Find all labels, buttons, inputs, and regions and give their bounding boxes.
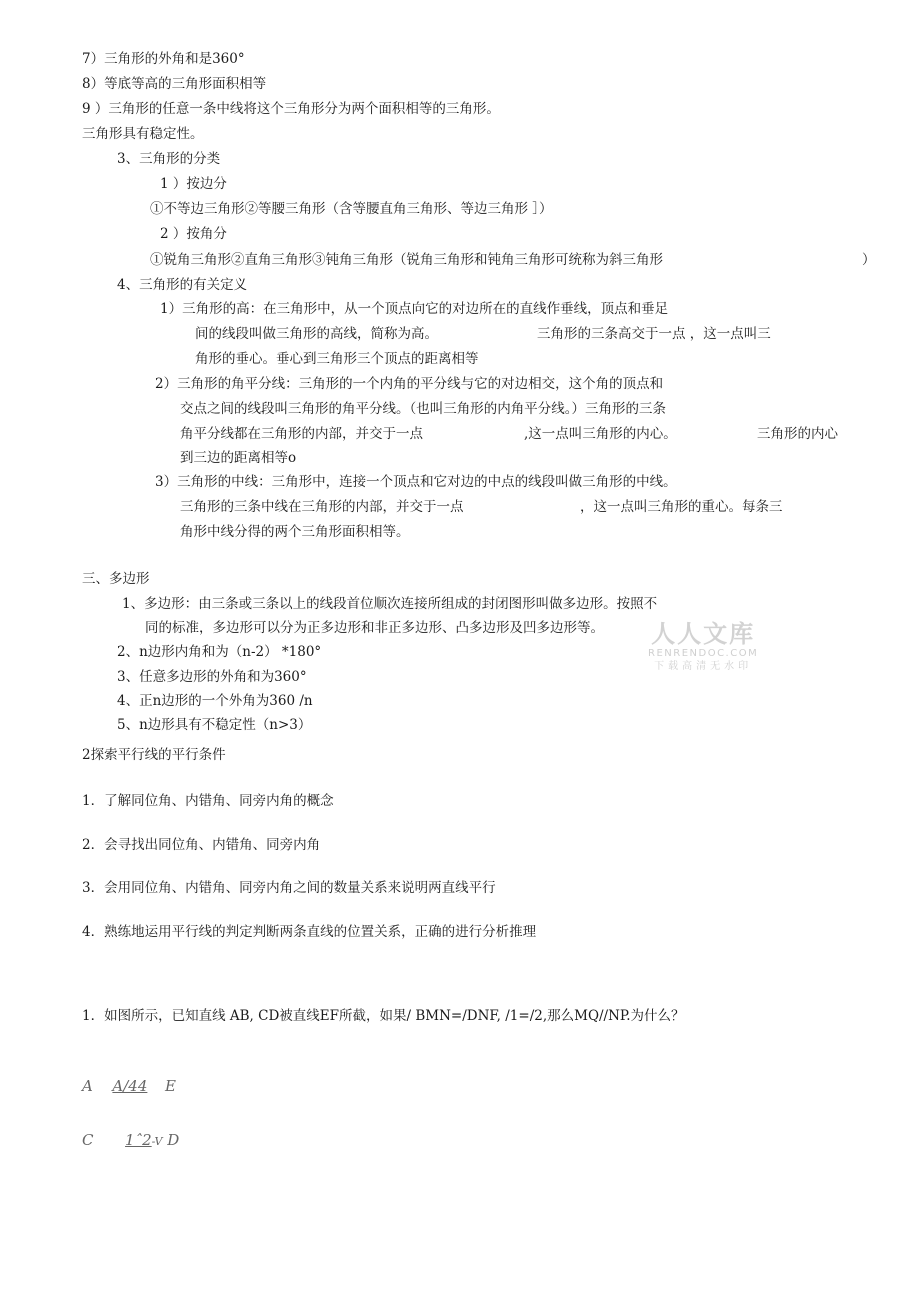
figure-row-2 [82,1131,179,1151]
polygon-unstable: 5、n边形具有不稳定性（n>3） [117,717,312,733]
polygon-regular-exterior: 4、正n边形的一个外角为360 /n [117,693,313,709]
classification-by-side-label: 1 ）按边分 [160,176,227,192]
property-stability: 三角形具有稳定性。 [82,126,204,142]
classification-heading: 3、三角形的分类 [117,151,221,167]
polygon-interior-sum: 2、n边形内角和为（n-2） *180° [117,644,322,660]
figure-label-v: -V [151,1135,163,1148]
classification-by-angle-items: ①锐角三角形②直角三角形③钝角三角形（锐角三角形和钝角三角形可统称为斜三角形 [150,252,663,268]
property-median-area: 9 ）三角形的任意一条中线将这个三角形分为两个面积相等的三角形。 [82,101,500,117]
lesson-goal-4: 4．熟练地运用平行线的判定判断两条直线的位置关系，正确的进行分析推理 [82,924,537,940]
polygon-definition-line-1: 1、多边形：由三条或三条以上的线段首位顺次连接所组成的封闭图形叫做多边形。按照不 [122,596,658,612]
lesson-title: 2探索平行线的平行条件 [82,747,226,763]
altitude-line-1: 1）三角形的高：在三角形中，从一个顶点向它的对边所在的直线作垂线，顶点和垂足 [160,301,669,317]
altitude-line-3: 角形的垂心。垂心到三角形三个顶点的距离相等 [195,351,479,367]
classification-by-side-items: ①不等边三角形②等腰三角形（含等腰直角三角形、等边三角形 ］） [150,201,553,217]
figure-label-c: C [82,1131,94,1149]
median-line-2a: 三角形的三条中线在三角形的内部，并交于一点 [180,499,464,515]
median-line-2b: ，这一点叫三角形的重心。每条三 [580,499,783,515]
bisector-line-2: 交点之间的线段叫三角形的角平分线。（也叫三角形的内角平分线。）三角形的三条 [180,401,666,417]
watermark-domain: RENRENDOC.COM [648,648,759,659]
altitude-line-2a: 间的线段叫做三角形的高线，简称为高。 [195,326,438,342]
figure-label-d: D [167,1131,180,1149]
property-equal-area: 8）等底等高的三角形面积相等 [82,76,267,92]
bisector-line-1: 2）三角形的角平分线：三角形的一个内角的平分线与它的对边相交，这个角的顶点和 [155,376,664,392]
figure-label-a: A [82,1077,93,1095]
lesson-goal-2: 2．会寻找出同位角、内错角、同旁内角 [82,837,321,853]
watermark-slogan: 下载高清无水印 [654,661,753,672]
lesson-question: 1．如图所示，已知直线 AB, CD被直线EF所截，如果/ BMN=/DNF, /1=/2,那么MQ//NP.为什么？ [82,1008,685,1024]
lesson-goal-3: 3．会用同位角、内错角、同旁内角之间的数量关系来说明两直线平行 [82,880,496,896]
figure-row-1 [82,1077,176,1095]
classification-by-angle-close: ） [862,252,876,268]
watermark-logo-text: 人人文库 [651,620,756,648]
bisector-line-3a: 角平分线都在三角形的内部，并交于一点 [180,426,423,442]
watermark [648,621,758,673]
bisector-line-3c: 三角形的内心 [757,426,838,442]
median-line-3: 角形中线分得的两个三角形面积相等。 [180,524,410,540]
median-line-1: 3）三角形的中线：三角形中，连接一个顶点和它对边的中点的线段叫做三角形的中线。 [155,474,677,490]
polygon-heading: 三、多边形 [82,571,150,587]
polygon-exterior-sum: 3、任意多边形的外角和为360° [117,669,307,685]
figure-label-angles-1-2: 1ˆ2 [125,1131,152,1149]
figure-label-angle: A/44 [112,1077,148,1095]
bisector-line-4: 到三边的距离相等o [180,450,297,466]
property-exterior-angle-sum: 7）三角形的外角和是360° [82,51,245,67]
definitions-heading: 4、三角形的有关定义 [117,277,248,293]
bisector-line-3b: ,这一点叫三角形的内心。 [524,426,677,442]
altitude-line-2b: 三角形的三条高交于一点 ，这一点叫三 [537,326,771,342]
lesson-goal-1: 1．了解同位角、内错角、同旁内角的概念 [82,793,334,809]
classification-by-angle-label: 2 ）按角分 [160,226,227,242]
polygon-definition-line-2: 同的标准，多边形可以分为正多边形和非正多边形、凸多边形及凹多边形等。 [145,620,604,636]
figure-label-e: E [164,1077,176,1095]
